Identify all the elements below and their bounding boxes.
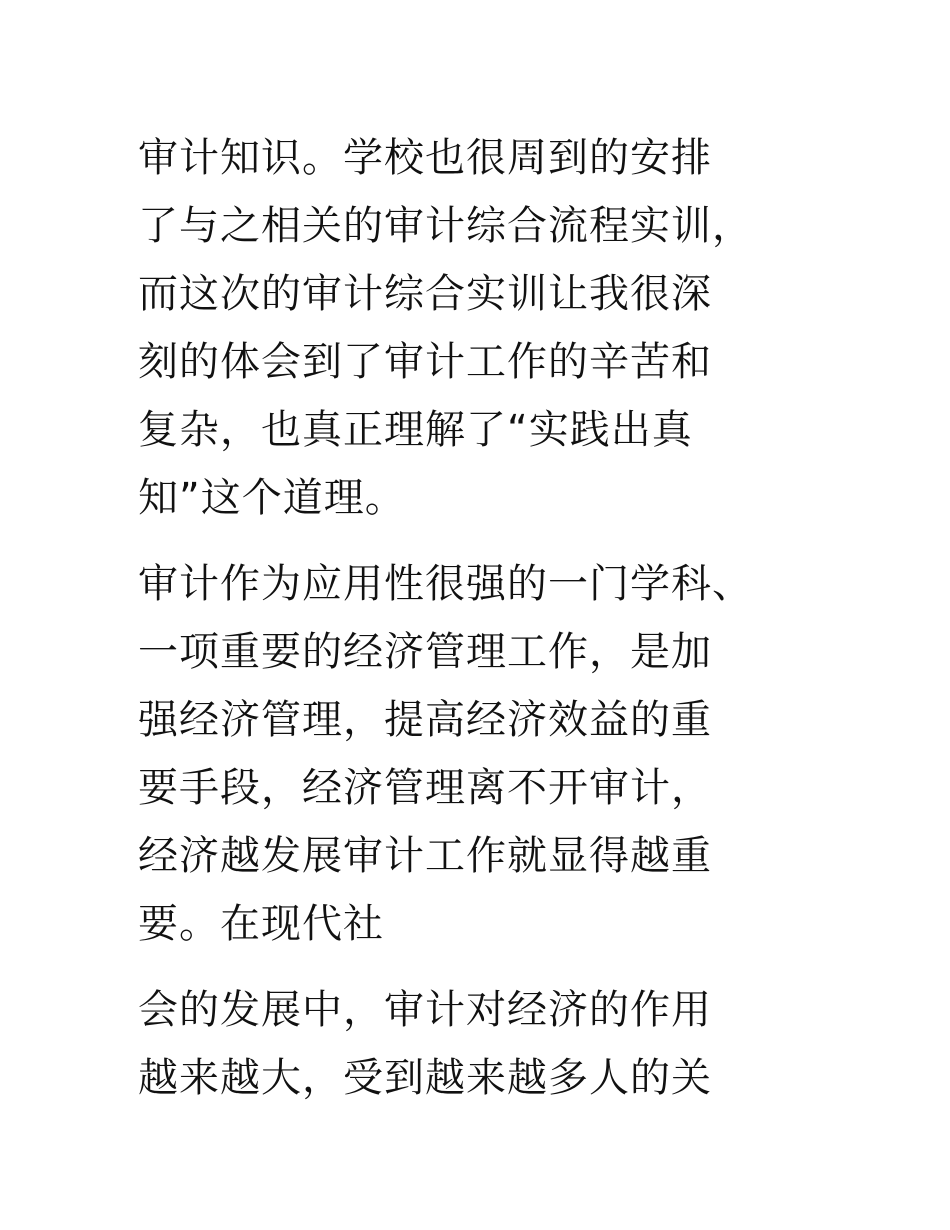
text-line: 而这次的审计综合实训让我很深 xyxy=(138,271,712,317)
text-line: 越来越大，受到越来越多人的关 xyxy=(138,1055,712,1101)
text-line: 要手段，经济管理离不开审计， xyxy=(138,765,712,811)
text-line: 审计作为应用性很强的一门学科、 xyxy=(138,561,753,607)
paragraph xyxy=(138,550,818,958)
text-line: 审计知识。学校也很周到的安排 xyxy=(138,135,712,181)
text-line: 了与之相关的审计综合流程实训， xyxy=(138,203,753,249)
text-line: 经济越发展审计工作就显得越重 xyxy=(138,833,712,879)
text-line: 知”这个道理。 xyxy=(138,475,406,521)
paragraph xyxy=(138,976,818,1112)
paragraph xyxy=(138,124,818,532)
text-line: 要。在现代社 xyxy=(138,901,384,947)
text-line: 强经济管理，提高经济效益的重 xyxy=(138,697,712,743)
text-line: 刻的体会到了审计工作的辛苦和 xyxy=(138,339,712,385)
text-line: 一项重要的经济管理工作，是加 xyxy=(138,629,712,675)
text-line: 会的发展中，审计对经济的作用 xyxy=(138,987,712,1033)
text-line: 复杂，也真正理解了“实践出真 xyxy=(138,407,693,453)
document-body xyxy=(138,124,818,1130)
